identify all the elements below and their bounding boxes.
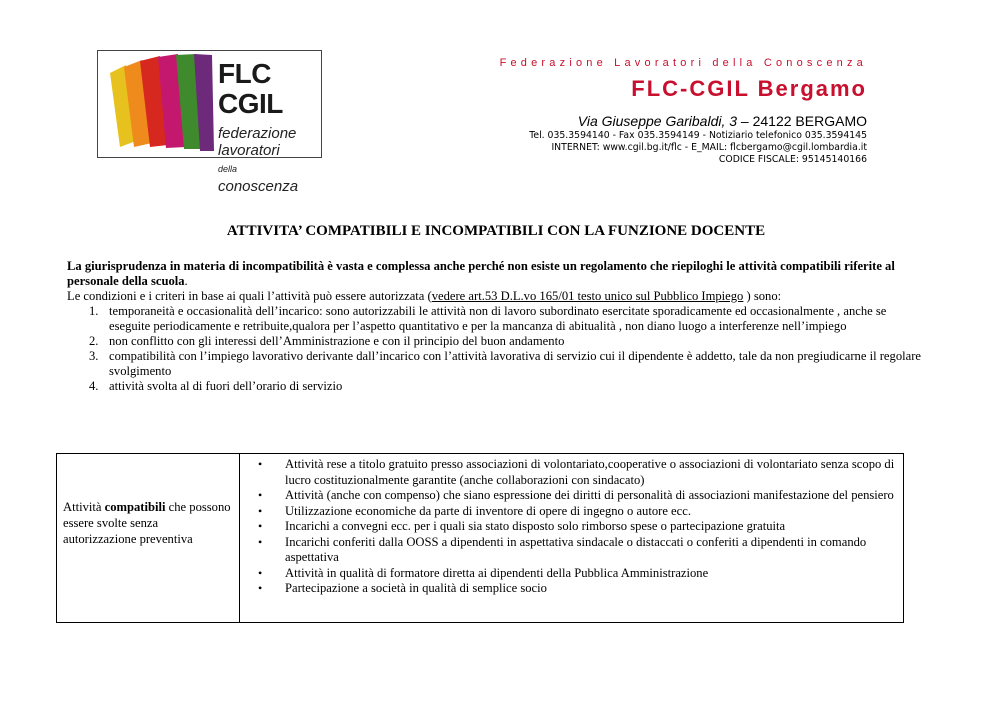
activity-text: Utilizzazione economiche da parte di inventore di opere di ingegno o autore ecc. (285, 503, 691, 518)
activities-list (240, 457, 900, 597)
intro-section (67, 259, 927, 394)
compatible-activities-table (56, 453, 904, 623)
conditions-list (67, 304, 927, 394)
activity-text: Attività rese a titolo gratuito presso associazioni di volontariato,cooperative o associazioni di volontariato senza scopo di lucro costituzionalmente garantite (anche collaborazioni con sindacato) (285, 457, 895, 487)
intro-paragraph (67, 259, 927, 289)
bullet-icon: • (258, 457, 263, 471)
activity-text: Incarichi a convegni ecc. per i quali sia stato disposto solo rimborso spese o partecipazione gratuita (285, 519, 786, 533)
phone-line: Tel. 035.3594140 - Fax 035.3594149 - Notiziario telefonico 035.3594145 (529, 130, 867, 141)
list-item (240, 504, 900, 520)
bullet-icon: • (258, 565, 263, 580)
conditions-intro (67, 289, 927, 304)
condition-item (67, 349, 927, 379)
activity-text: Attività (anche con compenso) che siano espressione dei diritti di personalità di associazioni manifestazione del pensiero (285, 488, 894, 502)
condition-item (67, 379, 927, 394)
condition-item (67, 304, 927, 334)
bullet-icon: • (258, 488, 263, 502)
list-item (240, 519, 900, 535)
list-item (240, 581, 900, 597)
condition-text: attività svolta al di fuori dell’orario di servizio (109, 379, 343, 393)
conditions-prefix: Le condizioni e i criteri in base ai quali l’attività può essere autorizzata ( (67, 289, 432, 303)
condition-text: temporaneità e occasionalità dell’incarico: sono autorizzabili le attività non di lavoro subordinato esercitate sporadicamente ed occasionalmente , anche se eseguite periodicamente e retribuite,qualora per l’aspetto quantitativo e per la mancanza di abitualità , non diano luogo a interferenze nell’impiego (109, 304, 887, 333)
condition-number: 2. (89, 334, 99, 348)
logo-line-federazione: federazione (218, 125, 297, 142)
condition-number: 3. (89, 349, 99, 363)
category-suffix: che possono essere svolte senza autorizzazione preventiva (63, 500, 231, 546)
document-title: ATTIVITA’ COMPATIBILI E INCOMPATIBILI CON LA FUNZIONE DOCENTE (226, 223, 766, 239)
intro-bold-text: La giurisprudenza in materia di incompatibilità è vasta e complessa anche perché non esiste un regolamento che riepiloghi le attività compatibili riferite al personale della scuola (67, 259, 895, 288)
logo-line-della: della (218, 164, 238, 174)
logo-line-lavoratori: lavoratori (218, 142, 280, 159)
category-prefix: Attività (63, 500, 105, 514)
address-street: Via Giuseppe Garibaldi, 3 (577, 113, 738, 129)
table-left-cell (57, 454, 240, 622)
org-name: FLC-CGIL Bergamo (631, 76, 867, 101)
law-reference: vedere art.53 D.L.vo 165/01 testo unico sul Pubblico Impiego (431, 289, 744, 303)
table-right-cell (240, 454, 903, 622)
list-item (240, 535, 900, 566)
intro-bold-end: . (184, 274, 188, 288)
condition-number: 4. (89, 379, 99, 393)
condition-item (67, 334, 927, 349)
logo-title: FLC CGIL (218, 58, 283, 119)
activity-text: Incarichi conferiti dalla OOSS a dipendenti in aspettativa sindacale o distaccati o conferiti a dipendenti in comando aspettativa (285, 534, 867, 564)
category-label (63, 499, 233, 547)
bullet-icon: • (258, 581, 263, 595)
activity-text: Attività in qualità di formatore diretta ai dipendenti della Pubblica Amministrazione (285, 565, 709, 580)
list-item (240, 457, 900, 488)
address-city: – 24122 BERGAMO (737, 113, 867, 129)
flc-cgil-logo (97, 50, 322, 195)
list-item (240, 566, 900, 582)
federation-name: Federazione Lavoratori della Conoscenza (499, 57, 867, 69)
list-item (240, 488, 900, 504)
internet-line: INTERNET: www.cgil.bg.it/flc - E_MAIL: flcbergamo@cgil.lombardia.it (551, 142, 867, 153)
bullet-icon: • (258, 519, 263, 533)
logo-line-conoscenza: conoscenza (218, 178, 299, 195)
bullet-icon: • (258, 534, 263, 549)
fiscal-code-line: CODICE FISCALE: 95145140166 (718, 154, 867, 165)
condition-text: compatibilità con l’impiego lavorativo derivante dall’incarico con l’attività lavorativa di servizio cui il dipendente è addetto, tale da non pregiudicarne il regolare svolgimento (109, 349, 921, 378)
condition-number: 1. (89, 304, 99, 318)
condition-text: non conflitto con gli interessi dell’Amministrazione e con il principio del buon andamento (109, 334, 565, 348)
bullet-icon: • (258, 503, 263, 518)
activity-text: Partecipazione a società in qualità di semplice socio (285, 581, 547, 595)
address (500, 112, 867, 130)
letterhead (500, 56, 867, 166)
conditions-suffix: ) sono: (743, 289, 782, 303)
category-bold: compatibili (104, 500, 166, 514)
